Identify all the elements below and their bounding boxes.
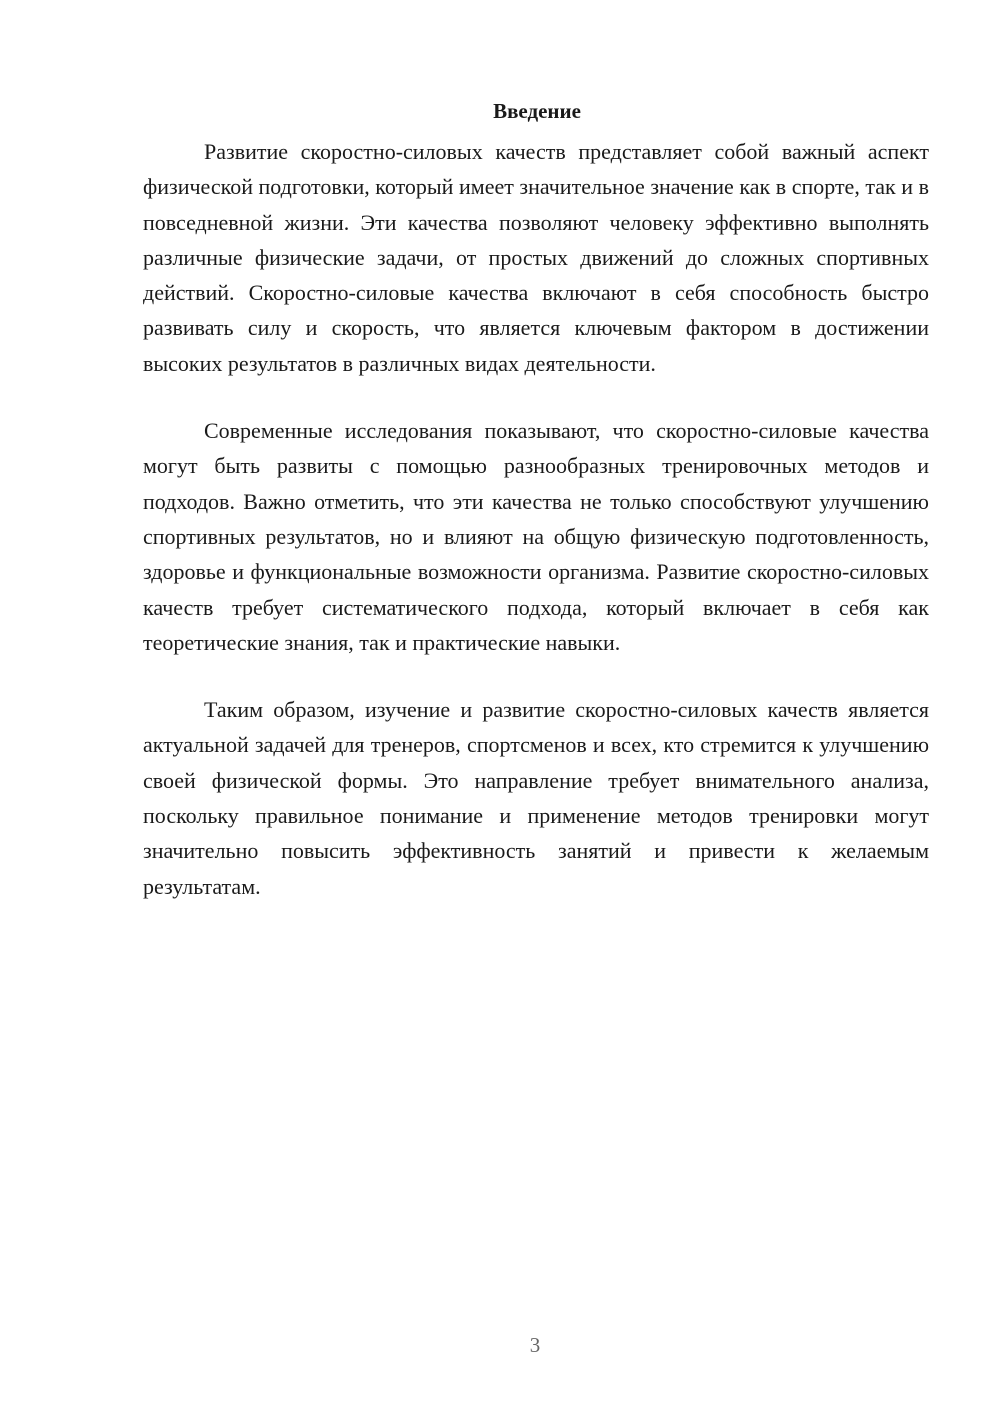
paragraph: Таким образом, изучение и развитие скоростно-силовых качеств является актуальной задачей для тренеров, спортсменов и всех, кто стремится к улучшению своей физической формы. Это направление требует внимательного анализа, поскольку правильное понимание и применение методов тренировки могут значительно повысить эффективность занятий и привести к желаемым результатам. bbox=[143, 697, 929, 899]
paragraph: Современные исследования показывают, что скоростно-силовые качества могут быть развиты с помощью разнообразных тренировочных методов и подходов. Важно отметить, что эти качества не только способствуют улучшению спортивных результатов, но и влияют на общую физическую подготовленность, здоровье и функциональные возможности организма. Развитие скоростно-силовых качеств требует систематического подхода, который включает в себя как теоретические знания, так и практические навыки. bbox=[143, 418, 929, 655]
page-body bbox=[143, 96, 929, 904]
page-number: 3 bbox=[529, 1333, 541, 1357]
section-title: Введение bbox=[493, 99, 581, 123]
paragraph: Развитие скоростно-силовых качеств представляет собой важный аспект физической подготовки, который имеет значительное значение как в спорте, так и в повседневной жизни. Эти качества позволяют человеку эффективно выполнять различные физические задачи, от простых движений до сложных спортивных действий. Скоростно-силовые качества включают в себя способность быстро развивать силу и скорость, что является ключевым фактором в достижении высоких результатов в различных видах деятельности. bbox=[143, 139, 929, 376]
